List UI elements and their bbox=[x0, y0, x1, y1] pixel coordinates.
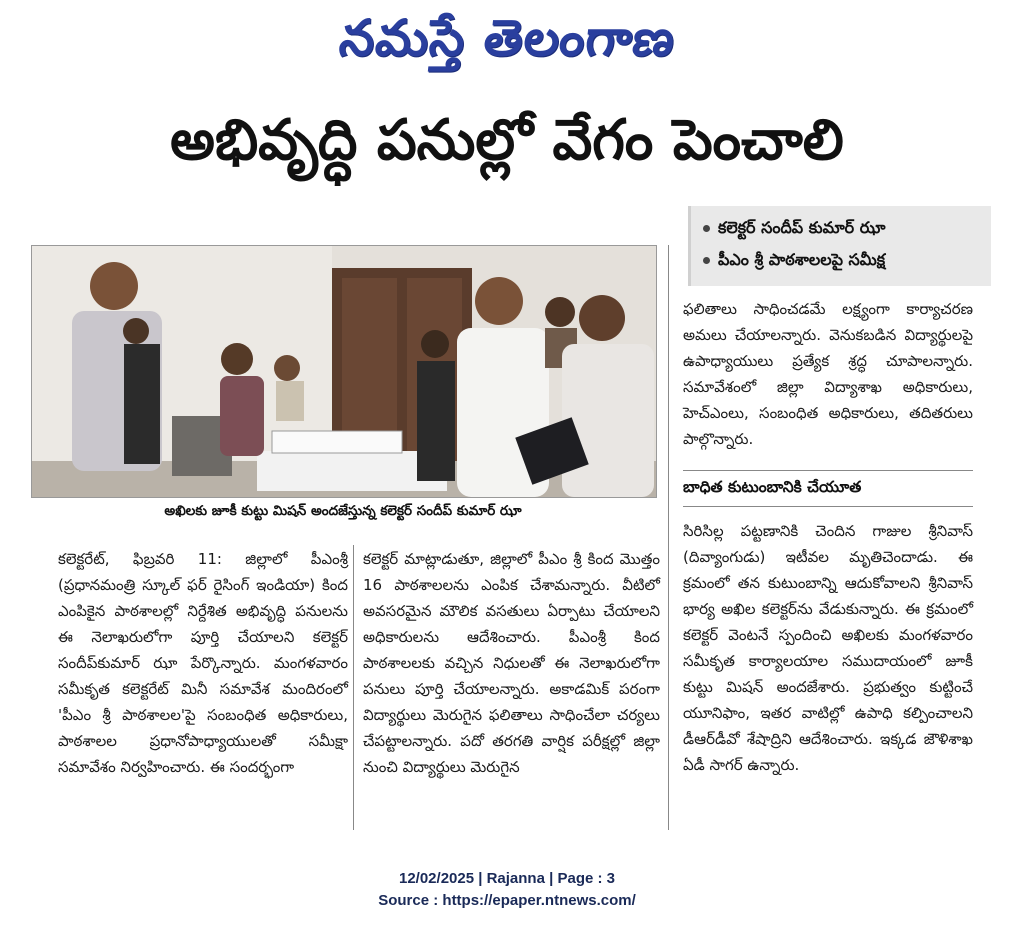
newspaper-logo: నమస్తే తెలంగాణ bbox=[336, 8, 679, 67]
highlight-item: కలెక్టర్ సందీప్ కుమార్ ఝా bbox=[703, 218, 885, 241]
photo-illustration bbox=[32, 246, 656, 497]
photo-caption: అఖిలకు జూకీ కుట్టు మిషన్ అందజేస్తున్న కలెక్టర్ సందీప్ కుమార్ ఝా bbox=[164, 503, 522, 519]
source-link[interactable]: Source : https://epaper.ntnews.com/ bbox=[378, 892, 636, 909]
divider bbox=[683, 506, 973, 507]
footer bbox=[0, 868, 1014, 912]
news-photo bbox=[31, 245, 657, 498]
divider bbox=[683, 470, 973, 471]
article-column-3-top: ఫలితాలు సాధించడమే లక్ష్యంగా కార్యాచరణ అమలు చేయాలన్నారు. వెనుకబడిన విద్యార్థులపై ఉపాధ్యాయులు ప్రత్యేక శ్రద్ధ చూపాలన్నారు. సమావేశంలో జిల్లా విద్యాశాఖ అధికారులు, హెచ్‌ఎంలు, సంబంధిత అధికారులు, తదితరులు పాల్గొన్నారు. bbox=[683, 300, 973, 448]
highlight-item: పీఎం శ్రీ పాఠశాలలపై సమీక్ష bbox=[703, 250, 885, 273]
subheading: బాధిత కుటుంబానికి చేయూత bbox=[683, 478, 862, 496]
article-column-1: కలెక్టరేట్, ఫిబ్రవరి 11: జిల్లాలో పీఎంశ్రీ (ప్రధానమంత్రి స్కూల్ ఫర్ రైసింగ్ ఇండియా) కింద ఎంపికైన పాఠశాలల్లో నిర్దేశిత అభివృద్ధి పనులను ఈ నెలాఖరులోగా పూర్తి చేయాలని కలెక్టర్ సందీప్‌కుమార్ ఝా పేర్కొన్నారు. మంగళవారం సమీకృత కలెక్టరేట్ మినీ సమావేశ మందిరంలో 'పీఎం శ్రీ పాఠశాలల'పై సంబంధిత అధికారులు, పాఠశాలల ప్రధానోపాధ్యాయులతో సమీక్షా సమావేశం నిర్వహించారు. ఈ సందర్భంగా bbox=[58, 550, 348, 776]
article-column-3-bottom: సిరిసిల్ల పట్టణానికి చెందిన గాజుల శ్రీనివాస్ (దివ్యాంగుడు) ఇటీవల మృతిచెందాడు. ఈ క్రమంలో తన కుటుంబాన్ని ఆదుకోవాలని శ్రీనివాస్ భార్య అఖిల కలెక్టర్‌ను వేడుకున్నారు. ఈ క్రమంలో కలెక్టర్ వెంటనే స్పందించి అఖిలకు మంగళవారం సమీకృత కార్యాలయాల సముదాయంలో జూకీ కుట్టు మిషన్ అందజేశారు. ప్రభుత్వం కుట్టించే యూనిఫాం, ఇతర వాటిల్లో ఉపాధి కల్పించాలని డీఆర్‌డీవో శేషాద్రిని ఆదేశించారు. ఇక్కడ జౌళిశాఖ ఏడీ సాగర్ ఉన్నారు. bbox=[683, 522, 973, 774]
column-divider bbox=[668, 245, 669, 830]
bullet-icon bbox=[703, 225, 710, 232]
edition-info: 12/02/2025 | Rajanna | Page : 3 bbox=[398, 870, 615, 887]
masthead bbox=[0, 8, 1014, 80]
headline: అభివృద్ధి పనుల్లో వేగం పెంచాలి bbox=[170, 108, 844, 173]
column-divider bbox=[353, 545, 354, 830]
article-column-2: కలెక్టర్ మాట్లాడుతూ, జిల్లాలో పీఎం శ్రీ కింద మొత్తం 16 పాఠశాలలను ఎంపిక చేశామన్నారు. వీటిలో అవసరమైన మౌలిక వసతులు ఏర్పాటు చేయాలని అధికారులను ఆదేశించారు. పీఎంశ్రీ కింద పాఠశాలలకు వచ్చిన నిధులతో ఈ నెలాఖరులోగా పనులు పూర్తి చేయాలన్నారు. అకాడమిక్ పరంగా విద్యార్థులు మెరుగైన ఫలితాలు సాధించేలా చర్యలు చేపట్టాలన్నారు. పదో తరగతి వార్షిక పరీక్షల్లో జిల్లా నుంచి విద్యార్థులు మెరుగైన bbox=[363, 550, 660, 776]
highlights-box bbox=[688, 206, 991, 286]
bullet-icon bbox=[703, 257, 710, 264]
